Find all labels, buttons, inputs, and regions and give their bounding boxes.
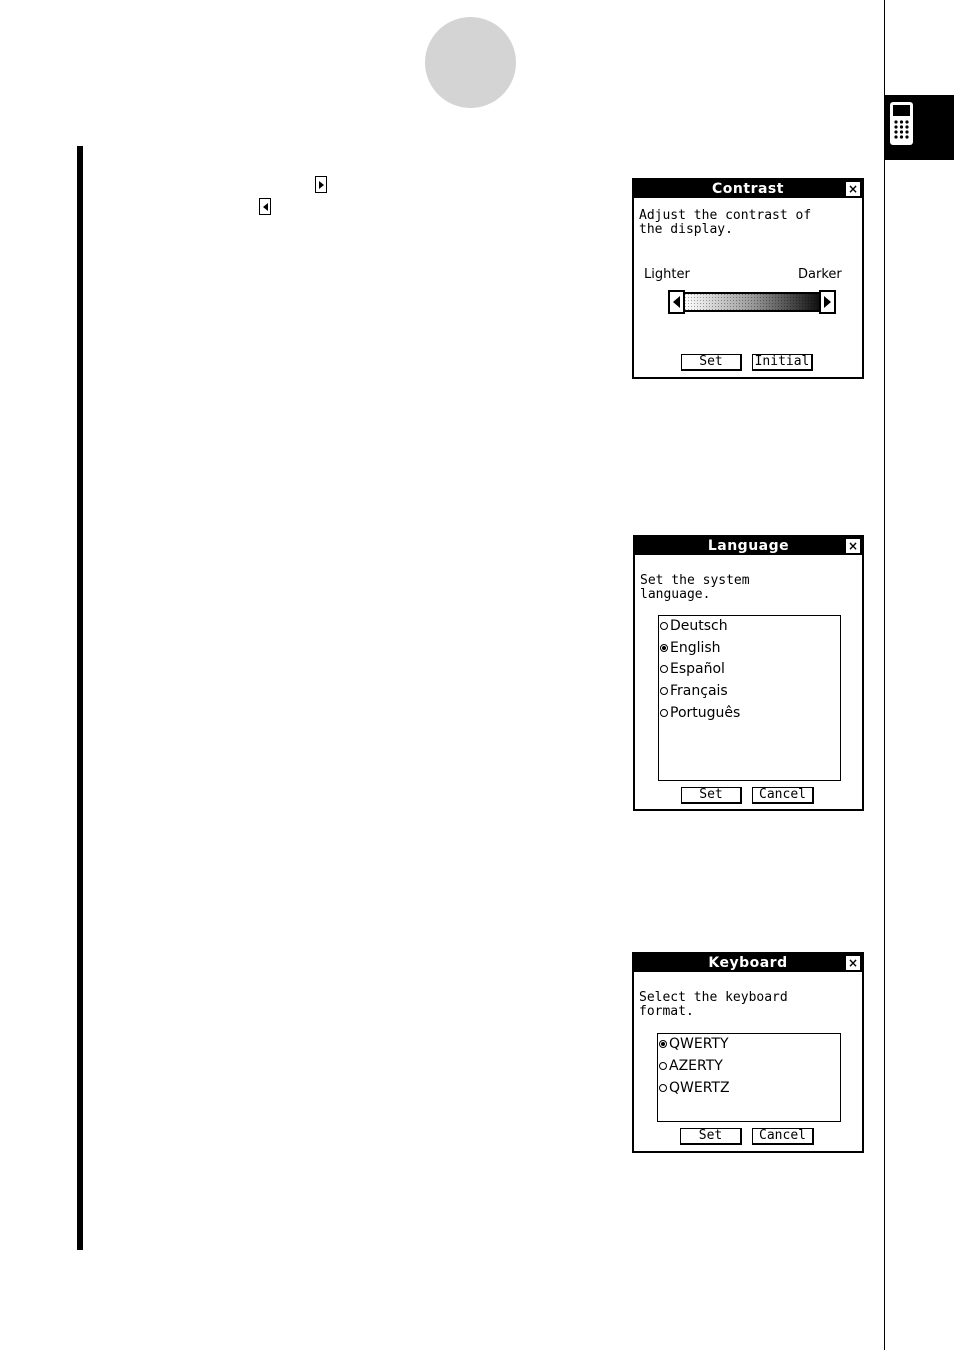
contrast-dialog [632,178,864,379]
keyboard-option-qwerty[interactable] [658,1034,729,1054]
option-label: QWERTY [669,1036,729,1052]
language-option-portugues[interactable] [659,703,740,723]
right-arrow-key-icon [315,176,327,193]
close-icon[interactable]: × [847,182,859,196]
keyboard-format-list [657,1033,841,1122]
option-label: Deutsch [670,618,728,634]
dialog-title: Contrast [634,180,862,198]
radio-button[interactable] [660,687,668,695]
radio-button[interactable] [660,709,668,717]
language-option-francais[interactable] [659,681,728,701]
close-icon[interactable]: × [847,956,859,970]
cancel-button[interactable]: Cancel [752,787,814,804]
keyboard-option-azerty[interactable] [658,1056,723,1076]
chapter-marker-circle [425,17,516,108]
initial-button[interactable]: Initial [752,354,813,371]
option-label: Português [670,705,741,721]
cancel-button[interactable]: Cancel [752,1128,814,1145]
radio-button[interactable] [659,1062,667,1070]
decrease-contrast-button[interactable] [668,290,685,314]
calculator-icon [884,95,954,160]
language-option-english[interactable] [659,638,721,658]
dialog-title: Language [635,537,862,555]
dialog-message: Adjust the contrast of the display. [639,208,812,237]
radio-button[interactable] [660,622,668,630]
radio-button-selected[interactable] [660,644,668,652]
increase-contrast-button[interactable] [819,290,836,314]
language-option-deutsch[interactable] [659,616,728,636]
language-list [658,615,841,781]
dialog-message: Set the system language. [640,573,750,602]
option-label: Français [670,683,728,699]
darker-label: Darker [798,267,842,282]
language-option-espanol[interactable] [659,659,725,679]
radio-button[interactable] [659,1084,667,1092]
right-margin-rule [884,0,885,1350]
keyboard-dialog [632,952,864,1153]
keyboard-option-qwertz[interactable] [658,1078,730,1098]
lighter-label: Lighter [644,267,690,282]
language-dialog [633,535,864,811]
set-button[interactable]: Set [680,1128,742,1145]
contrast-slider[interactable] [668,290,840,317]
option-label: English [670,640,721,656]
contrast-gradient-bar [685,292,819,312]
radio-button-selected[interactable] [659,1040,667,1048]
dialog-title: Keyboard [634,954,862,972]
option-label: AZERTY [669,1058,723,1074]
dialog-message: Select the keyboard format. [639,990,788,1019]
margin-bar [77,146,83,1250]
radio-button[interactable] [660,665,668,673]
option-label: Español [670,661,725,677]
chapter-tab [884,95,954,160]
set-button[interactable]: Set [681,787,742,804]
set-button[interactable]: Set [681,354,742,371]
gradient-pattern [685,294,819,310]
option-label: QWERTZ [669,1080,730,1096]
close-icon[interactable]: × [847,539,859,553]
left-arrow-key-icon [259,198,271,215]
